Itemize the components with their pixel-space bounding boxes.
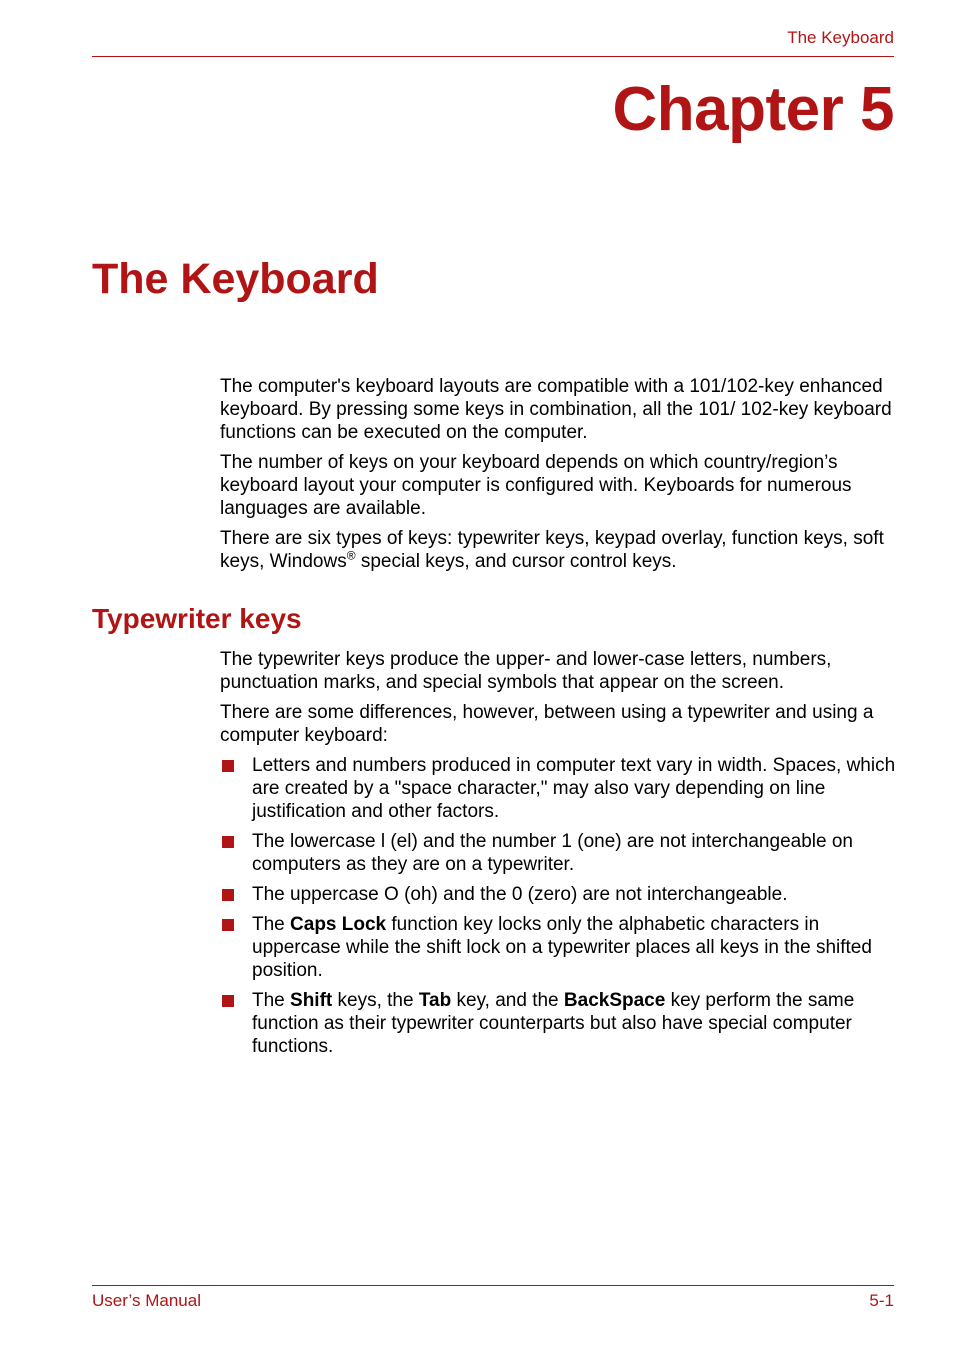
list-item-text: key, and the: [451, 990, 564, 1011]
list-item: [220, 989, 896, 1058]
list-item-text: key perform the same function as their typewriter counterparts but also have special computer functions.: [252, 990, 855, 1057]
intro-paragraph-3-text: There are six types of keys: typewriter keys, keypad overlay, function keys, soft keys, Windows: [220, 528, 884, 572]
running-header: The Keyboard: [787, 28, 894, 47]
list-item-text: The uppercase O (oh) and the 0 (zero) are not interchangeable.: [252, 884, 788, 905]
key-name-backspace: BackSpace: [563, 990, 666, 1011]
footer-manual-title: User’s Manual: [92, 1291, 201, 1310]
chapter-number: Chapter 5: [612, 75, 894, 144]
header-rule: [92, 56, 894, 57]
intro-section: [220, 375, 896, 580]
footer-rule: [92, 1285, 894, 1286]
section-heading-typewriter-keys: Typewriter keys: [92, 603, 302, 634]
square-bullet-icon: [222, 995, 234, 1007]
key-name-shift: Shift: [290, 990, 333, 1011]
key-name-tab: Tab: [418, 990, 452, 1011]
list-item: [220, 754, 896, 823]
list-item-text: function key locks only the alphabetic characters in uppercase while the shift lock on a typewriter places all keys in the shifted position.: [252, 914, 872, 981]
square-bullet-icon: [222, 889, 234, 901]
differences-list: [220, 754, 896, 1058]
list-item-text: Letters and numbers produced in computer text vary in width. Spaces, which are created by a "space character," may also vary depending on line justification and other factors.: [252, 755, 896, 822]
list-item-text: The: [252, 990, 291, 1011]
intro-paragraph-2: The number of keys on your keyboard depends on which country/region’s keyboard layout your computer is configured with. Keyboards for numerous languages are available.: [220, 452, 852, 519]
registered-mark: ®: [346, 548, 356, 563]
square-bullet-icon: [222, 836, 234, 848]
chapter-title: The Keyboard: [92, 255, 379, 303]
intro-paragraph-3: [220, 527, 896, 573]
square-bullet-icon: [222, 919, 234, 931]
typewriter-paragraph-1: The typewriter keys produce the upper- and lower-case letters, numbers, punctuation marks, and special symbols that appear on the screen.: [220, 649, 832, 693]
list-item: [220, 883, 896, 906]
list-item: [220, 830, 896, 876]
key-name-caps-lock: Caps Lock: [290, 914, 387, 935]
list-item-text: The: [252, 914, 291, 935]
square-bullet-icon: [222, 760, 234, 772]
list-item: [220, 913, 896, 982]
typewriter-paragraph-2: There are some differences, however, between using a typewriter and using a computer keyboard:: [220, 702, 874, 746]
intro-paragraph-3-tail: special keys, and cursor control keys.: [355, 551, 677, 572]
intro-paragraph-1: The computer's keyboard layouts are compatible with a 101/102-key enhanced keyboard. By pressing some keys in combination, all the 101/ 102-key keyboard functions can be executed on the computer.: [220, 376, 892, 443]
list-item-text: keys, the: [332, 990, 419, 1011]
list-item-text: The lowercase l (el) and the number 1 (one) are not interchangeable on computers as they are on a typewriter.: [252, 831, 853, 875]
typewriter-section-body: [220, 648, 896, 1065]
page-number: 5-1: [869, 1291, 894, 1310]
